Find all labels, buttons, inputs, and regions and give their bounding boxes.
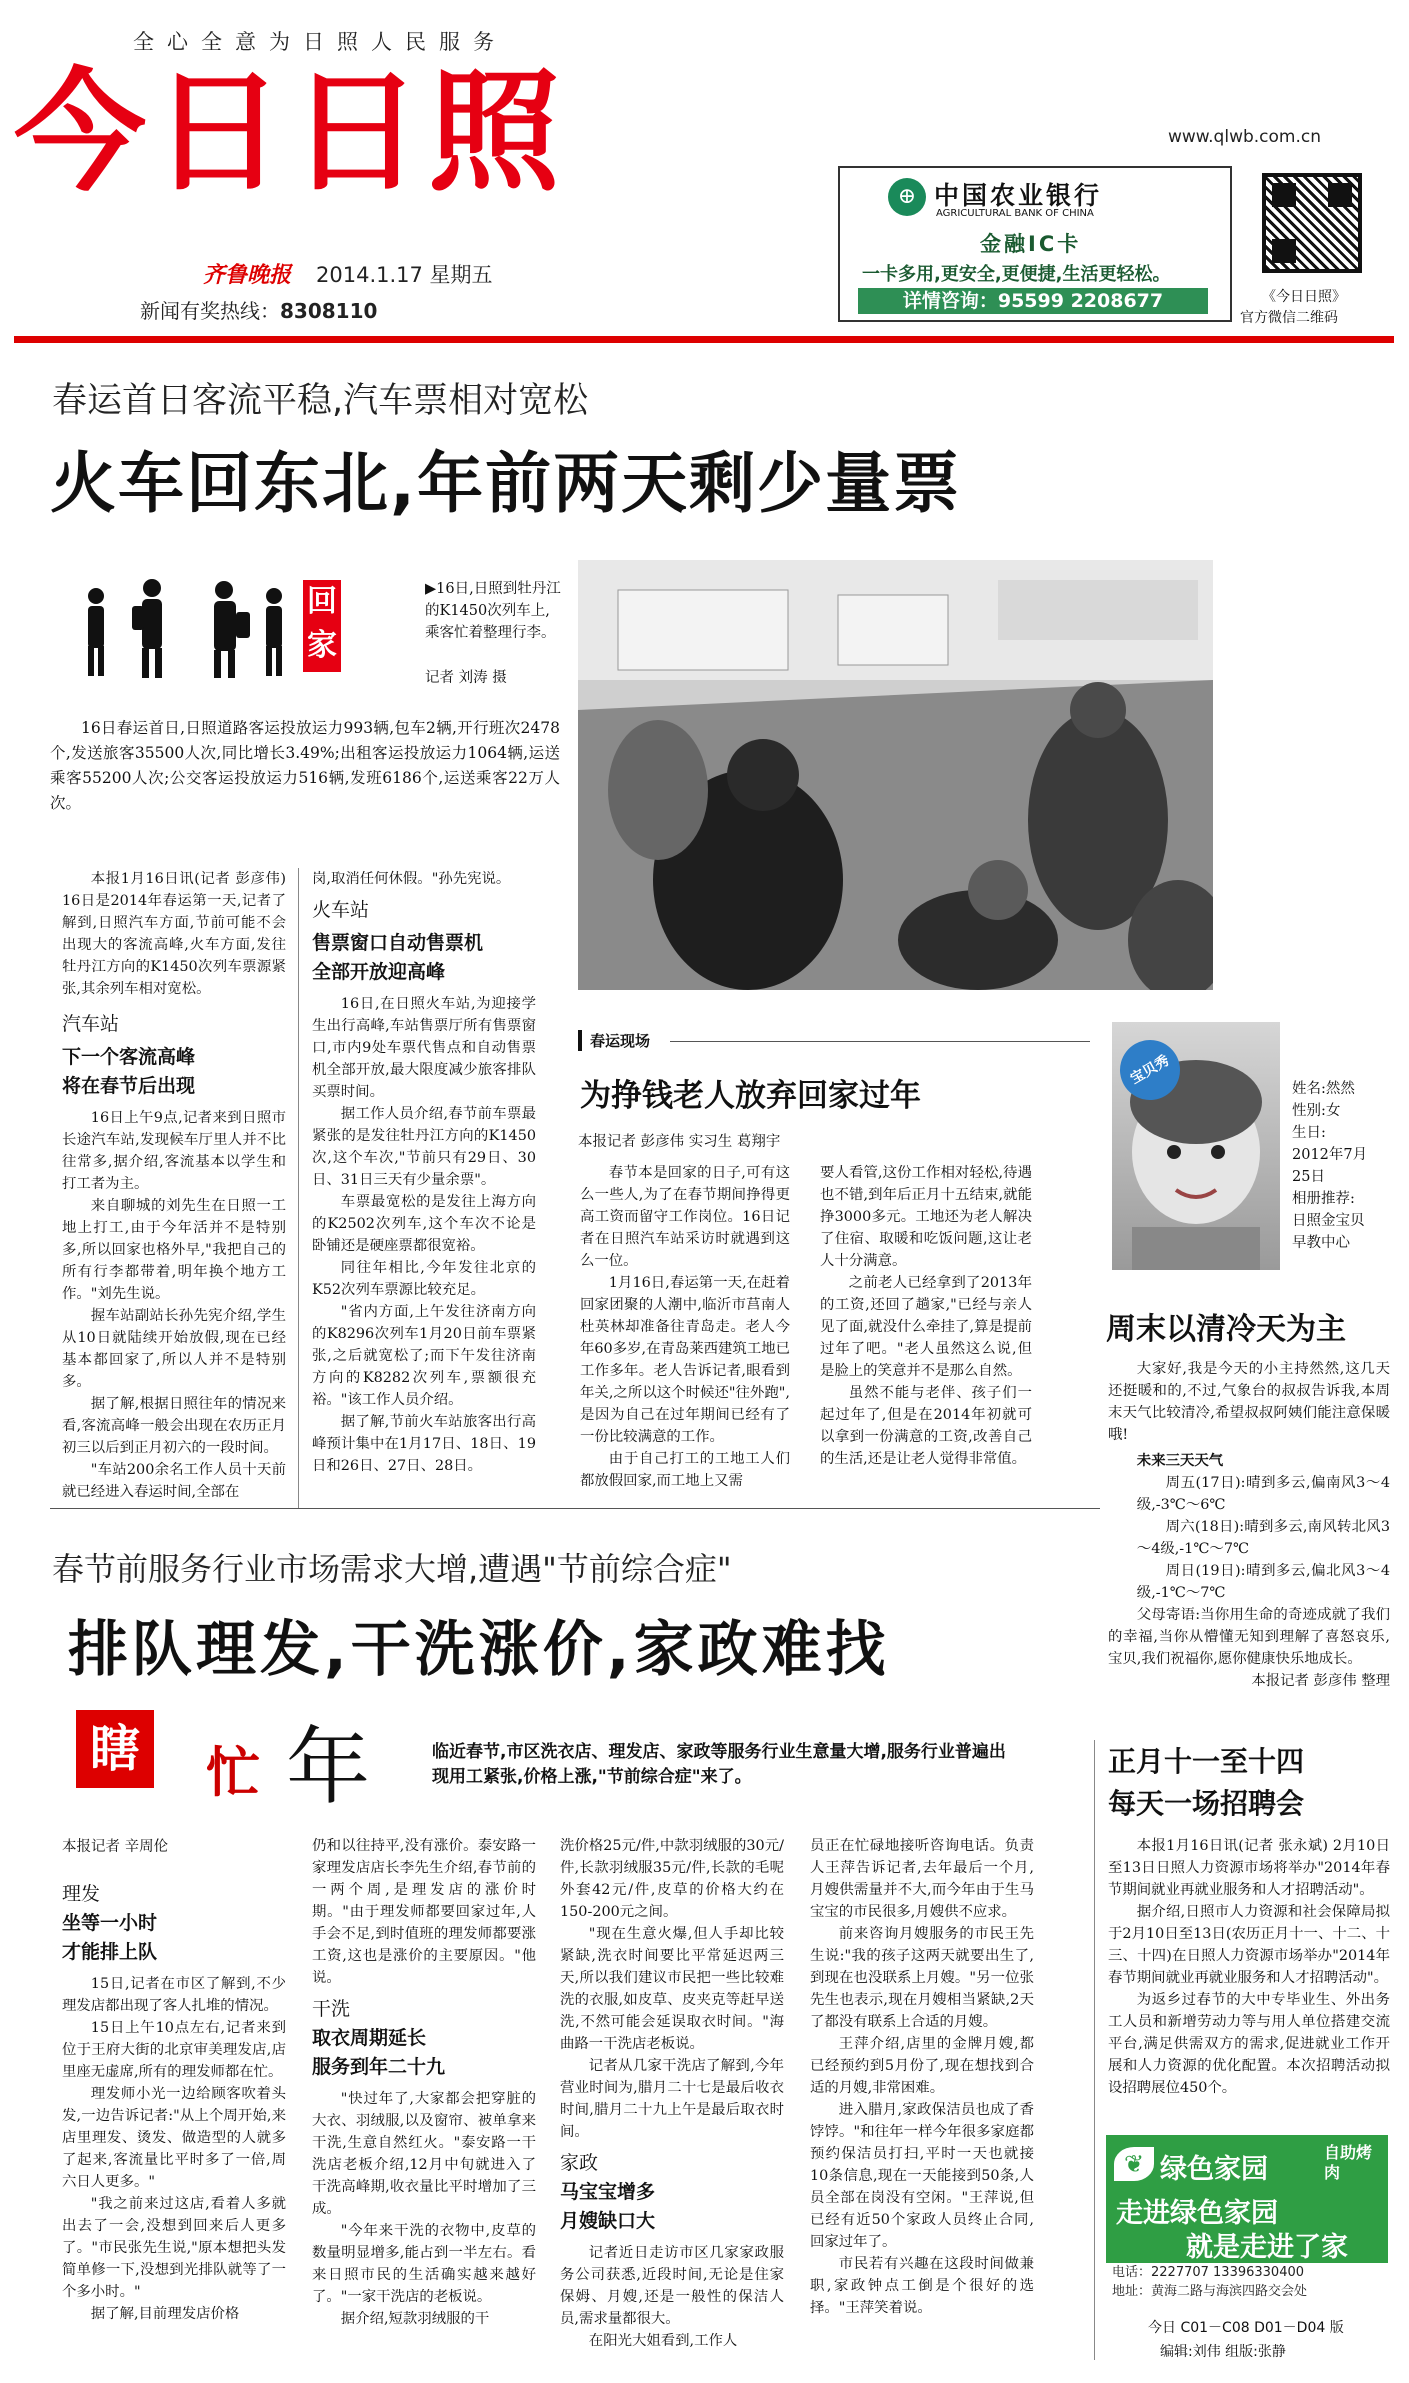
- story3-col2: [312, 1835, 536, 2330]
- weather-intro: 大家好,我是今天的小主持然然,这几天还挺暖和的,不过,气象台的叔叔告诉我,本周末天气比较清冷,希望叔叔阿姨们能注意保暖哦!: [1108, 1361, 1390, 1443]
- jobs-headline-1: 正月十一至十四: [1108, 1745, 1305, 1778]
- story3-col3-para: "现在生意火爆,但人手却比较紧缺,洗衣时间要比平常延迟两三天,所以我们建议市民把一些比较难洗的衣服,如皮草、皮夹克等赶早送洗,不然可能会延误取衣时间。"海曲路一干洗店老板说。: [560, 1926, 784, 2052]
- story1-col1-para: 据了解,根据日照往年的情况来看,客流高峰一般会出现在农历正月初三以后到正月初六的一段时间。: [62, 1396, 286, 1456]
- bus-station-subhead-3: 将在春节后出现: [62, 1075, 196, 1097]
- baby-info-line: 相册推荐:: [1292, 1191, 1355, 1207]
- story3-col3-para: 在阳光大姐看到,工作人: [588, 2333, 738, 2349]
- story3-col2-para: 据介绍,短款羽绒服的干: [340, 2311, 490, 2327]
- story2-col1-para: 春节本是回家的日子,可有这么一些人,为了在春节期间挣得更高工资而留守工作岗位。16日记者在日照汽车站采访时就遇到这么一位。: [580, 1165, 790, 1269]
- train-station-subhead-3: 全部开放迎高峰: [312, 961, 446, 983]
- baby-badge: 宝贝秀: [1109, 1029, 1191, 1111]
- green-ad-address: 地址：黄海二路与海滨四路交会处: [1112, 2284, 1308, 2299]
- summary-box: [50, 716, 560, 818]
- summary-text: 16日春运首日,日照道路客运投放运力993辆,包车2辆,开行班次2478个,发送旅客35500人次,同比增长3.49%;出租客运投放运力1064辆,运送乘客55200人次;公交客运投放运力516辆,发班6186个,运送乘客22万人次。: [50, 719, 560, 812]
- story2-col1-para: 1月16日,春运第一天,在赶着回家团聚的人潮中,临沂市莒南人杜英林却准备往青岛走。老人今年60多岁,在青岛莱西建筑工地已工作多年。老人告诉记者,眼看到年关,之所以这个时候还"往外跑",是因为自己在过年期间已经有了一份比较满意的工作。: [580, 1275, 790, 1445]
- busy-label-c: 年: [286, 1718, 371, 1816]
- story1-col1-para: 握车站副站长孙先宪介绍,学生从10日就陆续开始放假,现在已经基本都回家了,所以人并不是特别多。: [62, 1308, 286, 1390]
- story3-col4-para: 市民若有兴趣在这段时间做兼职,家政钟点工倒是个很好的选择。"王萍笑着说。: [810, 2256, 1034, 2316]
- bus-station-subhead: 汽车站: [62, 1013, 120, 1035]
- story1-col2-para: 据工作人员介绍,春节前车票最紧张的是发往牡丹江方向的K1450次,这个车次,"节前只有29日、30日、31日三天有少量余票"。: [312, 1106, 536, 1188]
- story3-col3-para: 记者从几家干洗店了解到,今年营业时间为,腊月二十七是最后收衣时间,腊月二十九上午是最后取衣时间。: [560, 2058, 784, 2140]
- story3-byline: 本报记者 辛周伦: [62, 1839, 169, 1855]
- story2-col2-para: 之前老人已经拿到了2013年的工资,还回了趟家,"已经与亲人见了面,就没什么牵挂了,算是提前过年了吧。"老人虽然这么说,但是脸上的笑意并不是那么自然。: [820, 1275, 1032, 1379]
- housekeeping-subhead: 家政: [560, 2152, 599, 2174]
- green-ad-footer: [1106, 2263, 1388, 2303]
- story1-headline: 火车回东北,年前两天剩少量票: [50, 445, 962, 522]
- hotline-label: 新闻有奖热线：: [140, 299, 280, 323]
- baby-info-line: 生日:: [1292, 1125, 1326, 1141]
- story1-kicker: 春运首日客流平稳,汽车票相对宽松: [52, 381, 589, 421]
- weather-day: 周日(19日):晴到多云,偏北风3～4级,-1℃～7℃: [1136, 1563, 1390, 1601]
- story1-col2-para: "省内方面,上午发往济南方向的K8296次列车1月20日前车票紧张,之后就宽松了;而下午发往济南方向的K8282次列车,票额很充裕。"该工作人员介绍。: [312, 1304, 536, 1408]
- story3-col1-para: 据了解,目前理发店价格: [90, 2306, 240, 2322]
- story3-col3-para: 记者近日走访市区几家家政服务公司获悉,近段时间,无论是住家保姆、月嫂,还是一般性的保洁人员,需求量都很大。: [560, 2245, 784, 2327]
- story3-col4: [810, 1835, 1034, 2319]
- barber-subhead: 理发: [62, 1883, 101, 1905]
- story3-col3-para: 洗价格25元/件,中款羽绒服的30元/件,长款羽绒服35元/件,长款的毛呢外套42元/件,皮草的价格大约在150-200元之间。: [560, 1838, 784, 1920]
- story1-col1-para: 本报1月16日讯(记者 彭彦伟) 16日是2014年春运第一天,记者了解到,日照汽车方面,节前可能不会出现大的客流高峰,火车方面,发往牡丹江方向的K1450次列车票源紧张,其余列车相对宽松。: [62, 871, 286, 997]
- bank-card: 金融IC卡: [980, 232, 1082, 256]
- travelers-silhouette: [74, 566, 304, 681]
- baby-info-line: 25日: [1292, 1169, 1325, 1185]
- photo-credit: 记者 刘涛 摄: [425, 670, 507, 686]
- story1-col2-para: 同往年相比,今年发往北京的K52次列车票源比较充足。: [312, 1260, 536, 1298]
- photo-caption: ▶16日,日照到牡丹江的K1450次列车上,乘客忙着整理行李。: [425, 581, 561, 641]
- baby-info: [1292, 1078, 1392, 1254]
- story3-col1: [62, 1880, 286, 2325]
- housekeeping-subhead-2: 马宝宝增多: [560, 2181, 656, 2203]
- right-column-rule: [1094, 1740, 1095, 2360]
- masthead-rule: [14, 336, 1394, 343]
- baby-info-line: 2012年7月: [1292, 1147, 1368, 1163]
- jobs-para: 本报1月16日讯(记者 张永斌) 2月10日至13日日照人力资源市场将举办"2014年春节期间就业再就业服务和人才招聘活动"。: [1108, 1838, 1390, 1898]
- busy-label-a: 瞎: [76, 1710, 154, 1788]
- bank-ad[interactable]: [838, 166, 1232, 322]
- qr-caption-2: 官方微信二维码: [1240, 310, 1338, 326]
- footer-editors: 编辑:刘伟 组版:张静: [1160, 2344, 1286, 2360]
- baby-info-line: 性别:女: [1292, 1103, 1341, 1119]
- jobs-para: 据介绍,日照市人力资源和社会保障局拟于2月10日至13日(农历正月十一、十二、十三、十四)在日照人力资源市场举办"2014年春节期间就业再就业服务和人才招聘活动"。: [1108, 1904, 1390, 1986]
- section-rule: [50, 1508, 1100, 1509]
- jobs-text: [1108, 1835, 1390, 2099]
- weather-section: 未来三天天气: [1136, 1452, 1224, 1469]
- weather-box: [1108, 1358, 1390, 1692]
- train-station-subhead-2: 售票窗口自动售票机: [312, 932, 484, 954]
- hotline-number: 8308110: [280, 299, 378, 323]
- return-home-label-1: 回: [307, 584, 337, 619]
- dry-clean-subhead-3: 服务到年二十九: [312, 2056, 446, 2078]
- story3-col1-para: "我之前来过这店,看着人多就出去了一会,没想到回来后人更多了。"市民张先生说,"原本想把头发简单修一下,没想到光排队就等了一个多小时。": [62, 2196, 286, 2300]
- abc-logo-icon: ⊕: [888, 178, 926, 216]
- green-ad-brand: 绿色家园: [1160, 2154, 1268, 2185]
- story1-col2-para: 据了解,节前火车站旅客出行高峰预计集中在1月17日、18日、19日和26日、27日、28日。: [312, 1414, 536, 1474]
- website[interactable]: www.qlwb.com.cn: [1168, 127, 1321, 147]
- bus-station-subhead-2: 下一个客流高峰: [62, 1046, 196, 1068]
- jobs-headline-2: 每天一场招聘会: [1108, 1787, 1305, 1820]
- footer-pages: 今日 C01－C08 D01－D04 版: [1148, 2320, 1344, 2336]
- story2-col1: [580, 1162, 790, 1492]
- barber-subhead-2: 坐等一小时: [62, 1912, 158, 1934]
- story1-col2-para: 车票最宽松的是发往上海方向的K2502次列车,这个车次不论是卧铺还是硬座票都很宽裕。: [312, 1194, 536, 1254]
- story2-tag: 春运现场: [578, 1030, 650, 1051]
- jobs-para: 为返乡过春节的大中专毕业生、外出务工人员和新增劳动力等与用人单位搭建交流平台,满足供需双方的需求,促进就业工作开展和人力资源的优化配置。本次招聘活动拟设招聘展位450个。: [1108, 1992, 1390, 2096]
- story3-headline: 排队理发,干洗涨价,家政难找: [68, 1615, 890, 1685]
- baby-info-line: 姓名:然然: [1292, 1081, 1355, 1097]
- story3-kicker: 春节前服务行业市场需求大增,遭遇"节前综合症": [52, 1550, 732, 1588]
- qr-caption-1: 《今日日照》: [1262, 289, 1346, 305]
- baby-info-line: 早教中心: [1292, 1235, 1350, 1251]
- story1-col1-para: 来自聊城的刘先生在日照一工地上打工,由于今年活并不是特别多,所以回家也格外早,"我把自己的所有行李都带着,明年换个地方工作。"刘先生说。: [62, 1198, 286, 1302]
- return-home-label: [303, 580, 341, 672]
- story2-col2-para: 要人看管,这份工作相对轻松,待遇也不错,到年后正月十五结束,就能挣3000多元。工地还为老人解决了住宿、取暖和吃饭问题,这让老人十分满意。: [820, 1165, 1032, 1269]
- story3-col2-para: "今年来干洗的衣物中,皮草的数量明显增多,能占到一半左右。看来日照市民的生活确实越来越好了。"一家干洗店的老板说。: [312, 2223, 536, 2305]
- weather-byline: 本报记者 彭彦伟 整理: [1251, 1673, 1390, 1689]
- story3-col4-para: 王萍介绍,店里的金牌月嫂,都已经预约到5月份了,现在想找到合适的月嫂,非常困难。: [810, 2036, 1034, 2096]
- story3-col2-para: "快过年了,大家都会把穿脏的大衣、羽绒服,以及窗帘、被单拿来干洗,生意自然红火。"泰安路一干洗店老板介绍,12月中旬就进入了干洗高峰期,收衣量比平时增加了三成。: [312, 2091, 536, 2217]
- busy-label-b: 忙: [206, 1740, 260, 1804]
- story2-headline: 为挣钱老人放弃回家过年: [580, 1078, 921, 1114]
- dry-clean-subhead-2: 取衣周期延长: [312, 2027, 427, 2049]
- story1-col1-para: 16日上午9点,记者来到日照市长途汽车站,发现候车厅里人并不比往常多,据介绍,客流基本以学生和打工者为主。: [62, 1110, 286, 1192]
- story1-col2-para: 岗,取消任何休假。"孙先宪说。: [312, 871, 511, 887]
- green-ad-phone: 电话：2227707 13396330400: [1112, 2265, 1305, 2280]
- story3-col4-para: 员正在忙碌地接听咨询电话。负责人王萍告诉记者,去年最后一个月,月嫂供需量并不大,而今年由于生马宝宝的市民很多,月嫂供不应求。: [810, 1838, 1034, 1920]
- green-ad-line1: 走进绿色家园: [1116, 2198, 1278, 2229]
- green-home-ad[interactable]: [1106, 2135, 1388, 2303]
- story3-col1-para: 15日,记者在市区了解到,不少理发店都出现了客人扎堆的情况。: [62, 1976, 286, 2014]
- story2-col2-para: 虽然不能与老伴、孩子们一起过年了,但是在2014年初就可以拿到一份满意的工资,改善自己的生活,还是让老人觉得非常值。: [820, 1385, 1032, 1467]
- story1-col1: [62, 868, 286, 1503]
- weather-day: 周五(17日):晴到多云,偏南风3～4级,-3℃～6℃: [1136, 1475, 1390, 1513]
- story3-col1-para: 理发师小光一边给顾客吹着头发,一边告诉记者:"从上个周开始,来店里理发、烫发、做造型的人就多了起来,客流量比平时多了一倍,周六日人更多。": [62, 2086, 286, 2190]
- story3-col1-para: 15日上午10点左右,记者来到位于王府大街的北京审美理发店,店里座无虚席,所有的理发师都在忙。: [62, 2020, 286, 2080]
- story3-col2-para: 仍和以往持平,没有涨价。泰安路一家理发店店长李先生介绍,春节前的一两个周,是理发店的涨价时期。"由于理发师都要回家过年,人手会不足,到时值班的理发师都要涨工资,这也是涨价的主要原因。"他说。: [312, 1838, 536, 1986]
- bank-name-cn: 中国农业银行: [934, 181, 1103, 210]
- story3-col4-para: 前来咨询月嫂服务的市民王先生说:"我的孩子这两天就要出生了,到现在也没联系上月嫂。"另一位张先生也表示,现在月嫂相当紧缺,2天了都没有联系上合适的月嫂。: [810, 1926, 1034, 2030]
- story2-byline: 本报记者 彭彦伟 实习生 葛翔宇: [578, 1134, 781, 1150]
- train-station-subhead: 火车站: [312, 899, 370, 921]
- barber-subhead-3: 才能排上队: [62, 1941, 158, 1963]
- dry-clean-subhead: 干洗: [312, 1998, 351, 2020]
- story3-col3: [560, 1835, 784, 2352]
- green-ad-line2: 就是走进了家: [1186, 2232, 1348, 2263]
- return-home-label-2: 家: [307, 628, 337, 663]
- column-rule: [298, 868, 299, 1508]
- story3-lead: 临近春节,市区洗衣店、理发店、家政等服务行业生意量大增,服务行业普遍出现用工紧张,价格上涨,"节前综合症"来了。: [432, 1742, 1006, 1787]
- green-ad-tag: 自助烤肉: [1324, 2143, 1373, 2182]
- parents-note: 父母寄语:当你用生命的奇迹成就了我们的幸福,当你从懵懂无知到理解了喜怒哀乐,宝贝,我们祝福你,愿你健康快乐地成长。: [1108, 1607, 1390, 1667]
- baby-info-line: 日照金宝贝: [1292, 1213, 1365, 1229]
- weather-day: 周六(18日):晴到多云,南风转北风3～4级,-1℃～7℃: [1136, 1519, 1390, 1557]
- bank-name-en: AGRICULTURAL BANK OF CHINA: [936, 208, 1094, 219]
- sub-brand-logo: 齐鲁晚报: [203, 262, 292, 288]
- busy-new-year-graphic: [66, 1700, 386, 1816]
- story3-col4-para: 进入腊月,家政保洁员也成了香饽饽。"和往年一样今年很多家庭都预约保洁员打扫,平时一天也就接10条信息,现在一天能接到50条,人员全部在岗没有空闲。"王萍说,但已经有近50个家政人员终止合同,回家过年了。: [810, 2102, 1034, 2250]
- issue-date: 2014.1.17 星期五: [316, 263, 493, 287]
- masthead-title: 今日日照: [14, 56, 566, 210]
- story1-col2-para: 16日,在日照火车站,为迎接学生出行高峰,车站售票厅所有售票窗口,市内9处车票代售点和自动售票机全部开放,最大限度减少旅客排队买票时间。: [312, 996, 536, 1100]
- story2-col2: [820, 1162, 1032, 1470]
- qr-code-icon[interactable]: [1262, 173, 1362, 273]
- story2-col1-para: 由于自己打工的工地工人们都放假回家,而工地上又需: [580, 1451, 790, 1489]
- story1-col1-para: "车站200余名工作人员十天前就已经进入春运时间,全部在: [62, 1462, 286, 1500]
- bank-consult: 详情咨询：95599 2208677: [858, 288, 1208, 314]
- leaf-logo-icon: ❦: [1114, 2147, 1154, 2181]
- hotline: [140, 295, 377, 324]
- weather-headline: 周末以清冷天为主: [1106, 1312, 1346, 1347]
- story1-col2: [312, 868, 536, 1477]
- masthead-slogan: 全心全意为日照人民服务: [133, 30, 507, 54]
- housekeeping-subhead-3: 月嫂缺口大: [560, 2210, 656, 2232]
- train-passengers-photo: [578, 560, 1213, 990]
- bank-slogan: 一卡多用,更安全,更便捷,生活更轻松。: [862, 264, 1171, 285]
- story2-tag-rule: [670, 1041, 1090, 1042]
